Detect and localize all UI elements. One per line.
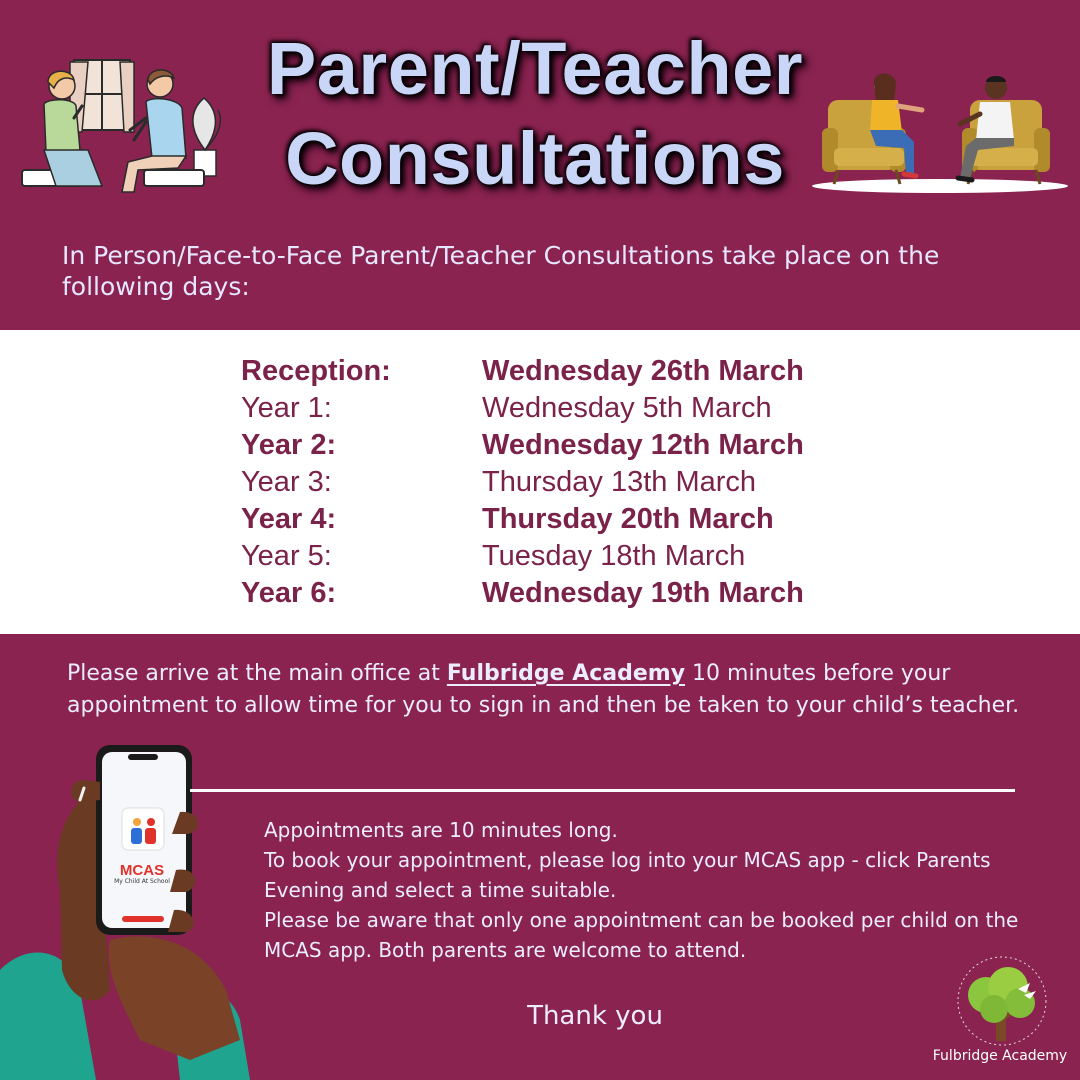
arrival-notice <box>67 658 1067 722</box>
schedule-row-year-4 <box>0 501 1080 538</box>
consultation-illustration-right <box>810 70 1070 195</box>
schedule-year: Year 5: <box>241 540 332 572</box>
thank-you-text: Thank you <box>527 1001 663 1031</box>
schedule-row-year-1 <box>0 390 1080 427</box>
arrival-text-before: Please arrive at the main office at <box>67 661 447 686</box>
title-line-2: Consultations <box>285 117 785 200</box>
schedule-row-year-6 <box>0 575 1080 612</box>
schedule-date: Wednesday 12th March <box>482 429 804 461</box>
schedule-date: Wednesday 19th March <box>482 577 804 609</box>
schedule-row-year-3 <box>0 464 1080 501</box>
schedule-year: Year 3: <box>241 466 332 498</box>
mcas-app-subtitle: My Child At School <box>114 878 170 885</box>
parent-teacher-illustration-left <box>18 58 228 198</box>
schedule-date: Thursday 13th March <box>482 466 757 498</box>
schedule-year: Reception: <box>241 355 391 387</box>
schedule-date: Thursday 20th March <box>482 503 774 535</box>
arrival-text-after: 10 minutes before your appointment to allow time for you to sign in and then be taken to your child’s teacher. <box>67 661 1020 718</box>
schedule-date: Wednesday 5th March <box>482 392 772 424</box>
booking-line-1: Appointments are 10 minutes long. <box>264 818 618 842</box>
schedule-year: Year 2: <box>241 429 337 461</box>
schedule-row-year-2 <box>0 427 1080 464</box>
booking-line-2: To book your appointment, please log into your MCAS app - click Parents Evening and select a time suitable. <box>264 848 991 902</box>
schedule-year: Year 1: <box>241 392 332 424</box>
school-logo-caption: Fulbridge Academy <box>932 1048 1068 1064</box>
schedule-panel <box>0 330 1080 634</box>
mcas-app-name: MCAS <box>119 862 165 879</box>
school-name: Fulbridge Academy <box>446 661 686 686</box>
page-title <box>230 24 840 204</box>
title-line-1: Parent/Teacher <box>266 27 804 110</box>
schedule-year: Year 6: <box>241 577 337 609</box>
schedule-date: Tuesday 18th March <box>482 540 746 572</box>
schedule-row-year-5 <box>0 538 1080 575</box>
booking-line-3: Please be aware that only one appointment can be booked per child on the MCAS app. Both parents are welcome to attend. <box>264 908 1019 962</box>
school-logo <box>946 955 1064 1047</box>
intro-text: In Person/Face-to-Face Parent/Teacher Consultations take place on the following days: <box>62 241 940 301</box>
booking-info <box>264 815 1024 965</box>
schedule-date: Wednesday 26th March <box>482 355 804 387</box>
schedule-year: Year 4: <box>241 503 337 535</box>
schedule-row-reception <box>0 353 1080 390</box>
section-divider <box>190 789 1015 792</box>
